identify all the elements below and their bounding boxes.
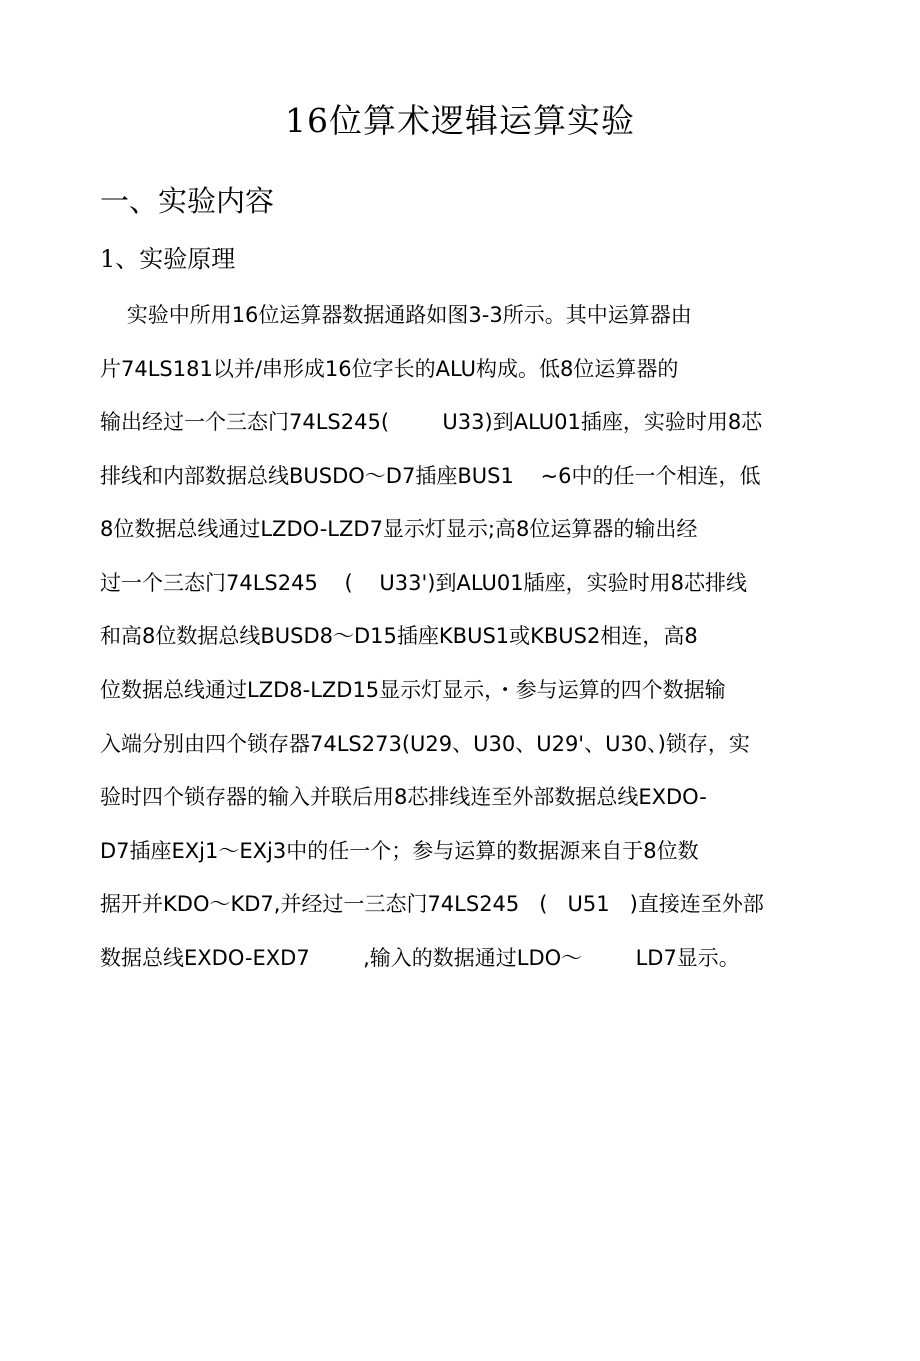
paragraph-line: 过一个三态门74LS245 ( U33')到ALU01牐座，实验时用8芯排线 <box>100 571 747 595</box>
document-title: 16位算术逻辑运算实验 <box>285 101 635 140</box>
paragraph-line: 和高8位数据总线BUSD8～D15插座KBUS1或KBUS2相连，高8 <box>100 624 698 648</box>
paragraph-line: 数据总线EXDO-EXD7 ,输入的数据通过LDO～ LD7显示。 <box>100 946 740 970</box>
paragraph-line: 实验中所用16位运算器数据通路如图3-3所示。其中运算器由 <box>100 303 692 327</box>
paragraph-line: D7插座EXj1～EXj3中的任一个；参与运算的数据源来自于8位数 <box>100 839 699 863</box>
paragraph-line: 验时四个锁存器的输入并联后用8芯排线连至外部数据总线EXDO- <box>100 785 707 809</box>
paragraph-line: 8位数据总线通过LZDO-LZD7显示灯显示;高8位运算器的输出经 <box>100 517 698 541</box>
paragraph-line: 片74LS181以并/串形成16位字长的ALU构成。低8位运算器的 <box>100 357 679 381</box>
paragraph-line: 排线和内部数据总线BUSDO～D7插座BUS1 ~6中的任一个相连，低 <box>100 464 761 488</box>
section-heading: 一、实验内容 <box>100 184 275 218</box>
paragraph-line: 输出经过一个三态门74LS245( U33)到ALU01插座，实验时用8芯 <box>100 410 763 434</box>
paragraph-line: 入端分别由四个锁存器74LS273(U29、U30、U29'、U30、)锁存，实 <box>100 732 750 756</box>
paragraph-line: 据开并KDO～KD7,并经过一三态门74LS245 ( U51 )直接连至外部 <box>100 892 764 916</box>
paragraph-line: 位数据总线通过LZD8-LZD15显示灯显示，・参与运算的四个数据输 <box>100 678 726 702</box>
subsection-heading: 1、实验原理 <box>100 245 236 273</box>
